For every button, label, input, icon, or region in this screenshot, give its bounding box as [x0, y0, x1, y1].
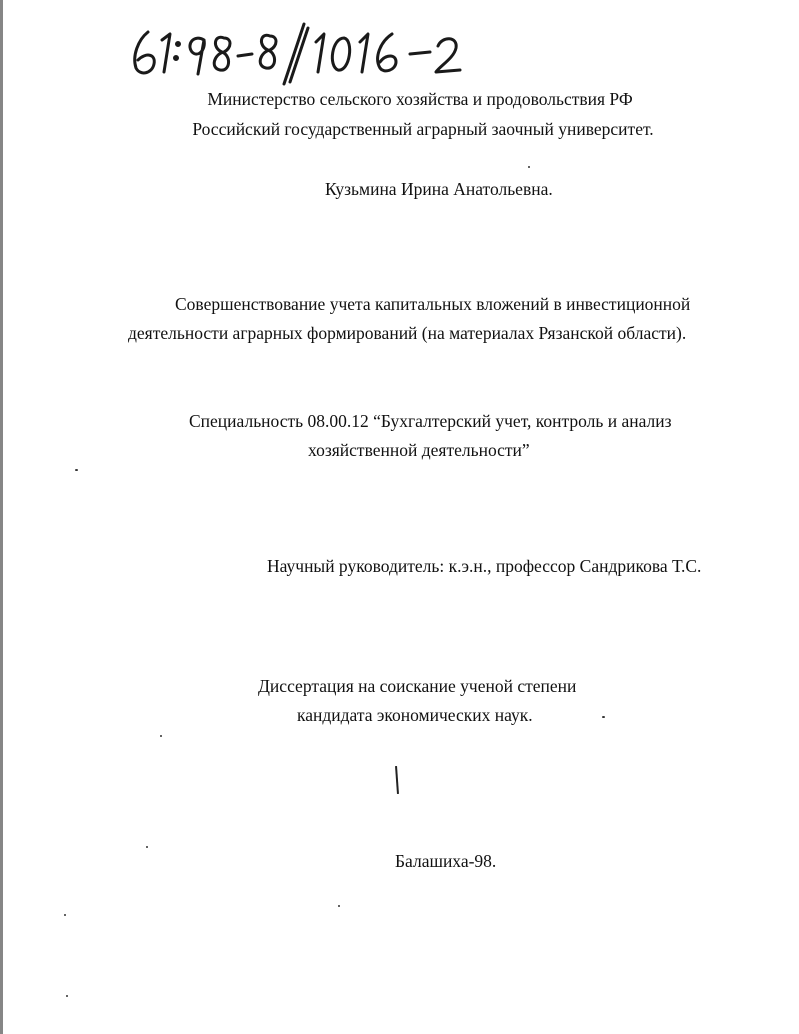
scan-speck — [64, 914, 66, 916]
scan-speck — [75, 469, 78, 471]
ministry-name: Министерство сельского хозяйства и продовольствия РФ — [207, 89, 633, 109]
university-name: Российский государственный аграрный заочный университет. — [192, 119, 654, 139]
scan-speck — [528, 166, 530, 168]
specialty-line-2: хозяйственной деятельности” — [308, 440, 530, 460]
scan-speck — [66, 995, 68, 997]
degree-line-2: кандидата экономических наук. — [297, 705, 533, 725]
author-name: Кузьмина Ирина Анатольевна. — [325, 179, 553, 199]
degree-line-1: Диссертация на соискание ученой степени — [258, 676, 577, 696]
scientific-supervisor: Научный руководитель: к.э.н., профессор Сандрикова Т.С. — [267, 556, 702, 576]
scan-mark-vertical — [395, 766, 398, 794]
scan-speck — [146, 846, 148, 848]
specialty-line-1: Специальность 08.00.12 “Бухгалтерский учет, контроль и анализ — [189, 411, 672, 431]
scan-speck — [160, 735, 162, 737]
handwritten-archive-number — [118, 10, 518, 88]
scan-left-edge — [0, 0, 3, 1034]
place-and-year: Балашиха-98. — [395, 851, 497, 871]
thesis-title-line-1: Совершенствование учета капитальных вложений в инвестиционной — [175, 294, 691, 314]
scan-speck — [338, 905, 340, 907]
scan-speck — [602, 716, 605, 718]
thesis-title-line-2: деятельности аграрных формирований (на материалах Рязанской области). — [128, 323, 687, 343]
